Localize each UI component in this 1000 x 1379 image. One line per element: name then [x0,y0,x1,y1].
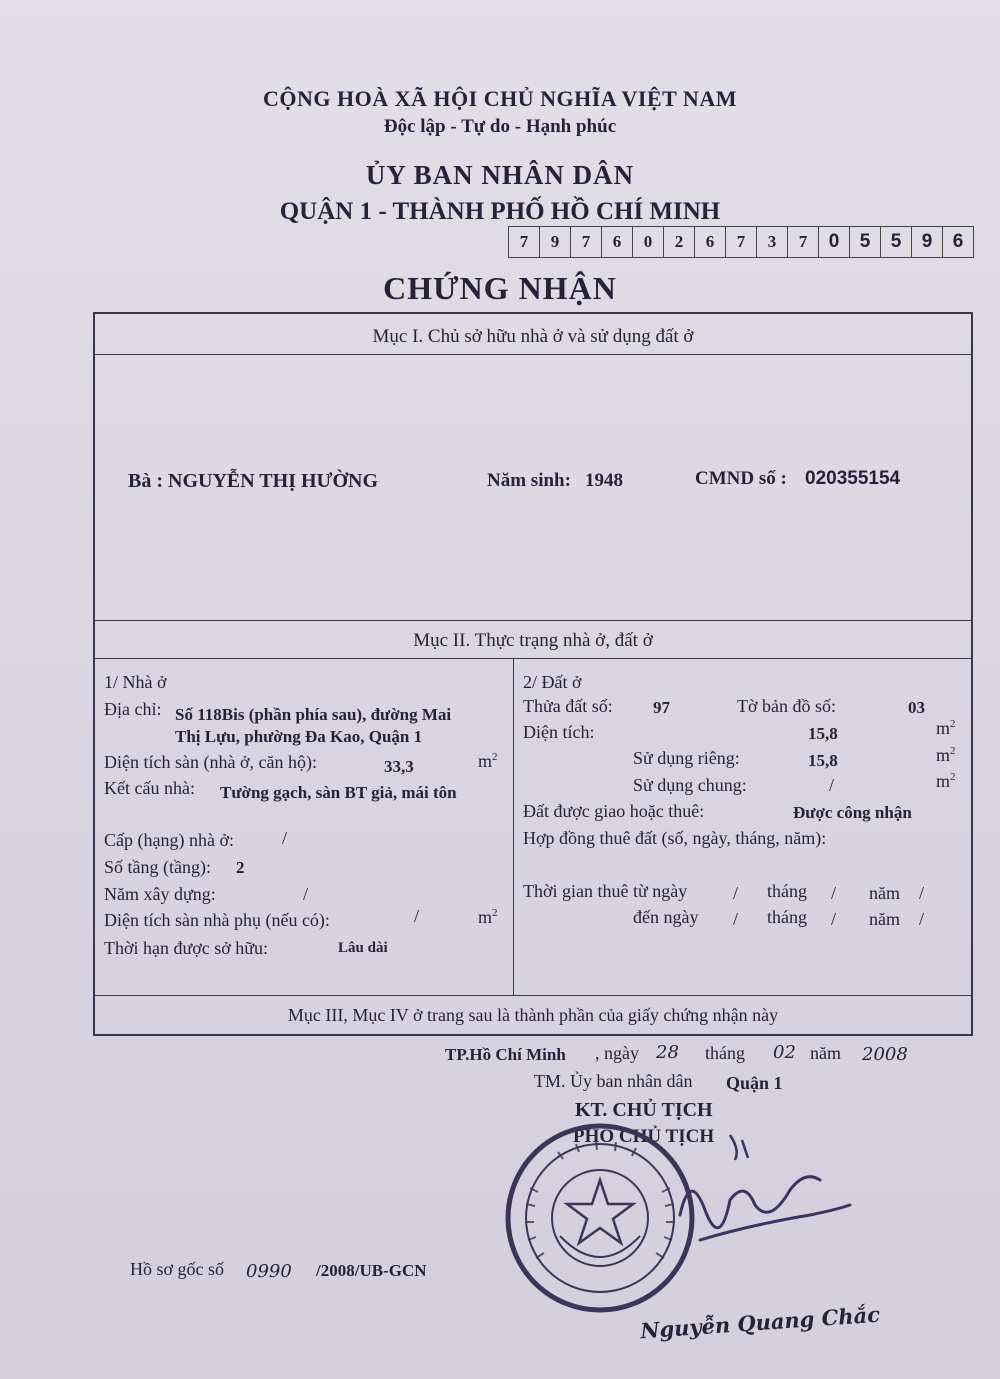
structure-label: Kết cấu nhà: [104,778,195,798]
certificate-title: CHỨNG NHẬN [383,270,617,306]
on-behalf-district: Quận 1 [726,1073,783,1093]
divider [93,620,973,621]
serial-digit: 0 [819,227,850,257]
floor-area-label: Diện tích sàn (nhà ở, căn hộ): [104,752,317,772]
lease-from-year-label: năm [869,883,900,903]
floor-area-unit: $m^2$ [478,751,498,771]
serial-number [508,226,974,258]
aux-area-label: Diện tích sàn nhà phụ (nếu có): [104,910,330,930]
land-heading: 2/ Đất ở [523,672,582,692]
section2-title: Mục II. Thực trạng nhà ở, đất ở [413,630,653,651]
signing-day-label: , ngày [595,1043,639,1063]
lease-from-label: Thời gian thuê từ ngày [523,881,688,901]
lease-to-month: / [831,909,837,929]
serial-digit: 5 [881,227,912,257]
serial-digit: 5 [850,227,881,257]
built-year: / [303,884,309,904]
signer-name: Nguyễn Quang Chắc [639,1301,881,1344]
record-label: Hồ sơ gốc số [130,1259,225,1279]
floor-area: 33,3 [384,757,414,776]
aux-area: / [414,906,420,926]
serial-digit: 9 [912,227,943,257]
country-name: CỘNG HOÀ XÃ HỘI CHỦ NGHĨA VIỆT NAM [263,86,737,111]
allocation-label: Đất được giao hoặc thuê: [523,801,705,821]
ownership-term-label: Thời hạn được sở hữu: [104,938,269,958]
divider [93,354,973,355]
id-number: 020355154 [805,468,901,489]
private-use-unit: $m^2$ [936,745,956,765]
lease-to-day: / [733,909,739,929]
serial-digit: 7 [571,227,602,257]
committee-name: ỦY BAN NHÂN DÂN [365,160,635,190]
lease-to-month-label: tháng [767,907,807,927]
address-line2: Thị Lựu, phường Đa Kao, Quận 1 [175,727,423,746]
ownership-term: Lâu dài [338,940,388,956]
map-sheet-number: 03 [908,698,925,717]
lease-from-day: / [733,883,739,903]
serial-digit: 2 [664,227,695,257]
grade: / [282,828,288,848]
grade-label: Cấp (hạng) nhà ở: [104,830,234,850]
private-use-label: Sử dụng riêng: [633,748,740,768]
serial-digit: 7 [788,227,819,257]
birth-year: 1948 [585,470,623,491]
shared-use-label: Sử dụng chung: [633,775,747,795]
serial-digit: 6 [695,227,726,257]
record-number: 0990 [246,1261,292,1282]
serial-digit: 9 [540,227,571,257]
structure: Tường gạch, sàn BT giả, mái tôn [220,783,457,802]
lease-from-month: / [831,883,837,903]
signing-city: TP.Hồ Chí Minh [445,1045,566,1064]
on-behalf: TM. Ủy ban nhân dân [534,1071,693,1091]
birth-year-label: Năm sinh: [487,470,571,491]
allocation: Được công nhận [793,803,912,822]
house-heading: 1/ Nhà ở [104,672,167,692]
aux-area-unit: $m^2$ [478,907,498,927]
shared-use: / [829,775,835,795]
section1-title: Mục I. Chủ sở hữu nhà ở và sử dụng đất ở [372,326,694,347]
signing-year-label: năm [810,1043,841,1063]
land-area: 15,8 [808,724,838,743]
district-name: QUẬN 1 - THÀNH PHỐ HỒ CHÍ MINH [279,198,721,225]
record-suffix: /2008/UB-GCN [316,1261,427,1280]
serial-digit: 7 [509,227,540,257]
id-label: CMND số : [695,468,787,489]
lease-from-month-label: tháng [767,881,807,901]
signing-month: 02 [773,1042,796,1063]
shared-use-unit: $m^2$ [936,771,956,791]
map-sheet-label: Tờ bản đồ số: [737,696,837,716]
signature-icon [660,1130,860,1280]
divider [93,995,973,996]
divider [93,658,973,659]
serial-digit: 7 [726,227,757,257]
address-label: Địa chỉ: [104,699,162,719]
address-line1: Số 118Bis (phần phía sau), đường Mai [175,705,452,724]
lease-from-year: / [919,883,925,903]
national-motto: Độc lập - Tự do - Hạnh phúc [383,116,617,137]
serial-digit: 3 [757,227,788,257]
floors: 2 [236,858,245,877]
owner-name: Bà : NGUYỄN THỊ HƯỜNG [128,470,379,492]
floors-label: Số tầng (tầng): [104,857,211,877]
land-area-unit: $m^2$ [936,718,956,738]
lease-to-year-label: năm [869,909,900,929]
kt-title: KT. CHỦ TỊCH [575,1099,713,1121]
parcel-label: Thửa đất số: [523,696,613,716]
lease-contract-label: Hợp đồng thuê đất (số, ngày, tháng, năm): [523,828,827,848]
parcel-number: 97 [653,698,670,717]
signing-month-label: tháng [705,1043,745,1063]
serial-digit: 6 [943,227,974,257]
signing-day: 28 [656,1042,679,1063]
column-divider [513,658,514,995]
lease-to-year: / [919,909,925,929]
built-year-label: Năm xây dựng: [104,884,216,904]
serial-digit: 6 [602,227,633,257]
signing-year: 2008 [862,1044,908,1065]
land-area-label: Diện tích: [523,722,595,742]
vice-title: PHÓ CHỦ TỊCH [573,1126,715,1147]
footer-note: Mục III, Mục IV ở trang sau là thành phần của giấy chứng nhận này [287,1005,779,1025]
private-use: 15,8 [808,751,838,770]
serial-digit: 0 [633,227,664,257]
lease-to-label: đến ngày [633,907,699,927]
